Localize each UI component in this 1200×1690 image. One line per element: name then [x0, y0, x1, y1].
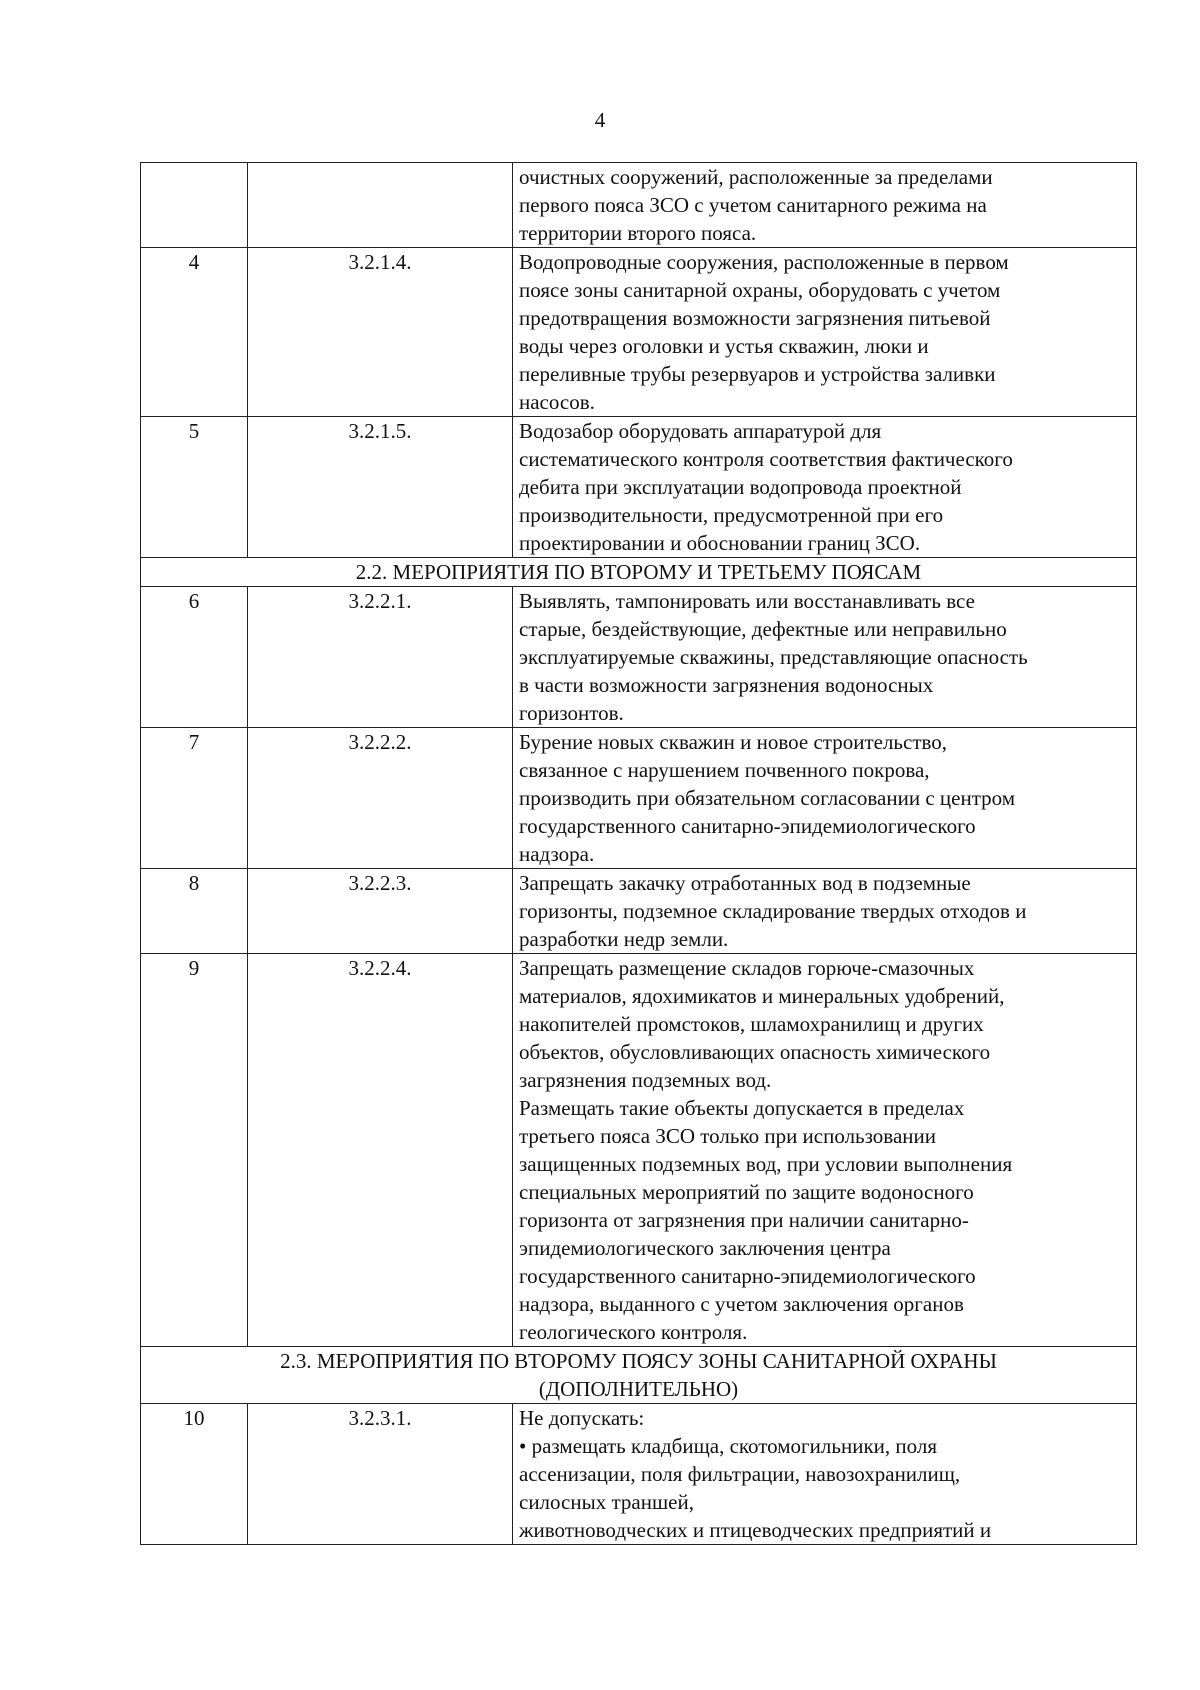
measure-text-line: накопителей промстоков, шламохранилищ и других — [519, 1012, 984, 1036]
measure-text-line: воды через оголовки и устья скважин, люки и — [519, 334, 929, 358]
measure-text — [513, 728, 1137, 869]
table-row — [141, 163, 1137, 248]
measure-text — [513, 1404, 1137, 1545]
measure-text-line: эпидемиологического заключения центра — [519, 1236, 891, 1260]
measure-text-line: предотвращения возможности загрязнения питьевой — [519, 306, 991, 330]
row-number: 6 — [141, 587, 248, 728]
measure-text-line: насосов. — [519, 390, 595, 414]
measure-text — [513, 869, 1137, 954]
measure-text-line: связанное с нарушением почвенного покрова, — [519, 758, 930, 782]
measure-text-line: специальных мероприятий по защите водоносного — [519, 1180, 974, 1204]
measure-text-line: старые, бездействующие, дефектные или неправильно — [519, 617, 1007, 641]
measure-text-line: силосных траншей, — [519, 1490, 694, 1514]
clause-code: 3.2.2.3. — [248, 869, 513, 954]
clause-code: 3.2.1.5. — [248, 417, 513, 558]
measure-text-line: горизонты, подземное складирование твердых отходов и — [519, 899, 1027, 923]
clause-code: 3.2.1.4. — [248, 248, 513, 417]
row-number: 7 — [141, 728, 248, 869]
measure-text-line: надзора. — [519, 842, 595, 866]
measure-text-line: объектов, обусловливающих опасность химического — [519, 1040, 991, 1064]
table-row — [141, 587, 1137, 728]
measure-text-line: государственного санитарно-эпидемиологического — [519, 1264, 976, 1288]
table-row — [141, 417, 1137, 558]
measures-table-body — [141, 163, 1137, 1545]
section-heading — [141, 1347, 1137, 1404]
measure-text-line: Запрещать размещение складов горюче-смазочных — [519, 956, 975, 980]
table-row — [141, 954, 1137, 1347]
measure-text-line: эксплуатируемые скважины, представляющие опасность — [519, 645, 1028, 669]
clause-code: 3.2.2.2. — [248, 728, 513, 869]
measure-text-line: разработки недр земли. — [519, 927, 729, 951]
measure-text-line: дебита при эксплуатации водопровода проектной — [519, 475, 962, 499]
measure-text-line: • размещать кладбища, скотомогильники, поля — [519, 1434, 937, 1458]
page-number: 4 — [594, 108, 606, 132]
section-header-row — [141, 558, 1137, 587]
table-row — [141, 728, 1137, 869]
row-number: 9 — [141, 954, 248, 1347]
measure-text-line: производительности, предусмотренной при его — [519, 503, 944, 527]
measure-text — [513, 163, 1137, 248]
measure-text-line: Не допускать: — [519, 1406, 645, 1430]
measure-text-line: Запрещать закачку отработанных вод в подземные — [519, 871, 971, 895]
measure-text-line: горизонта от загрязнения при наличии санитарно- — [519, 1208, 969, 1232]
table-row — [141, 248, 1137, 417]
clause-code: 3.2.2.1. — [248, 587, 513, 728]
measure-text-line: защищенных подземных вод, при условии выполнения — [519, 1152, 1013, 1176]
measure-text — [513, 417, 1137, 558]
clause-code: 3.2.3.1. — [248, 1404, 513, 1545]
measure-text — [513, 248, 1137, 417]
measure-text-line: территории второго пояса. — [519, 221, 757, 245]
measure-text-line: производить при обязательном согласовании с центром — [519, 786, 1016, 810]
row-number: 4 — [141, 248, 248, 417]
measures-table — [140, 162, 1137, 1545]
measure-text-line: проектировании и обосновании границ ЗСО. — [519, 531, 921, 555]
measure-text-line: Бурение новых скважин и новое строительство, — [519, 730, 948, 754]
row-number: 10 — [141, 1404, 248, 1545]
row-number: 5 — [141, 417, 248, 558]
row-number — [141, 163, 248, 248]
clause-code: 3.2.2.4. — [248, 954, 513, 1347]
section-heading-line: 2.3. МЕРОПРИЯТИЯ ПО ВТОРОМУ ПОЯСУ ЗОНЫ САНИТАРНОЙ ОХРАНЫ — [280, 1349, 997, 1373]
measure-text-line: поясе зоны санитарной охраны, оборудовать с учетом — [519, 278, 1001, 302]
section-heading-line: (ДОПОЛНИТЕЛЬНО) — [538, 1377, 739, 1401]
clause-code — [248, 163, 513, 248]
measure-text-line: горизонтов. — [519, 701, 624, 725]
measure-text-line: Выявлять, тампонировать или восстанавливать все — [519, 589, 975, 613]
measure-text-line: надзора, выданного с учетом заключения органов — [519, 1292, 964, 1316]
measure-text — [513, 587, 1137, 728]
section-heading-line: 2.2. МЕРОПРИЯТИЯ ПО ВТОРОМУ И ТРЕТЬЕМУ ПОЯСАМ — [355, 560, 922, 584]
measure-text-line: в части возможности загрязнения водоносных — [519, 673, 934, 697]
section-header-row — [141, 1347, 1137, 1404]
section-heading — [141, 558, 1137, 587]
measure-text-line: животноводческих и птицеводческих предприятий и — [519, 1518, 992, 1542]
measure-text-line: материалов, ядохимикатов и минеральных удобрений, — [519, 984, 1005, 1008]
row-number: 8 — [141, 869, 248, 954]
measure-text-line: первого пояса ЗСО с учетом санитарного режима на — [519, 193, 987, 217]
measure-text-line: загрязнения подземных вод. — [519, 1068, 772, 1092]
measure-text-line: Водопроводные сооружения, расположенные в первом — [519, 250, 1009, 274]
measure-text-line: Водозабор оборудовать аппаратурой для — [519, 419, 882, 443]
measure-text-line: очистных сооружений, расположенные за пределами — [519, 165, 993, 189]
measure-text-line: Размещать такие объекты допускается в пределах — [519, 1096, 965, 1120]
table-row — [141, 869, 1137, 954]
table-row — [141, 1404, 1137, 1545]
measure-text-line: переливные трубы резервуаров и устройства заливки — [519, 362, 996, 386]
measure-text-line: геологического контроля. — [519, 1320, 748, 1344]
measure-text-line: третьего пояса ЗСО только при использовании — [519, 1124, 936, 1148]
measure-text — [513, 954, 1137, 1347]
measure-text-line: систематического контроля соответствия фактического — [519, 447, 1013, 471]
measure-text-line: государственного санитарно-эпидемиологического — [519, 814, 976, 838]
measure-text-line: ассенизации, поля фильтрации, навозохранилищ, — [519, 1462, 961, 1486]
